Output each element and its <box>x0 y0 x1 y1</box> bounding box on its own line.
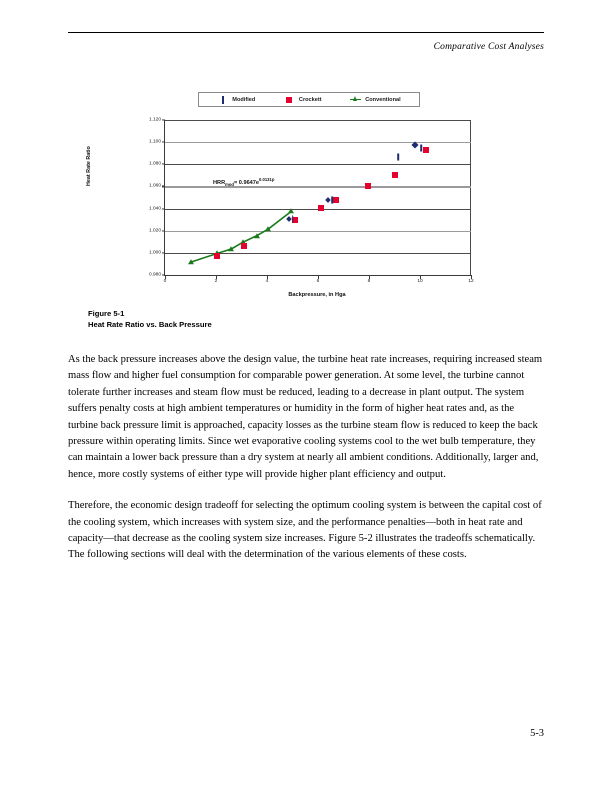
data-point-crockett <box>318 205 324 211</box>
legend-item-crockett <box>284 96 322 104</box>
data-point-modified <box>398 154 400 161</box>
x-tick-label: 2 <box>214 279 218 284</box>
legend-label-crockett: Crockett <box>298 96 322 103</box>
x-tick-mark <box>165 275 166 279</box>
legend-label-modified: Modified <box>232 96 256 103</box>
chart-canvas <box>88 114 488 314</box>
data-point-crockett <box>214 253 220 259</box>
x-tick-label: 12 <box>468 279 474 284</box>
chart-legend <box>198 92 420 107</box>
legend-label-conventional: Conventional <box>365 96 401 103</box>
equation-subscript: mod <box>225 181 234 187</box>
regression-equation-annotation <box>213 177 274 187</box>
running-head-title: Comparative Cost Analyses <box>433 42 544 52</box>
data-point-conventional <box>265 226 271 231</box>
y-tick-label: 1.100 <box>148 139 161 145</box>
y-tick-label: 1.120 <box>148 117 161 123</box>
crockett-marker-icon <box>284 96 295 104</box>
x-tick-label: 8 <box>367 279 371 284</box>
data-point-modified <box>331 197 333 204</box>
data-point-crockett <box>241 243 247 249</box>
x-tick-label: 4 <box>265 279 269 284</box>
conventional-trend-line <box>165 120 471 275</box>
y-tick-label: 1.000 <box>148 250 161 256</box>
figure-caption-title: Heat Rate Ratio vs. Back Pressure <box>88 320 212 329</box>
data-point-conventional <box>188 260 194 265</box>
y-tick-label: 1.080 <box>148 161 161 167</box>
x-tick-mark <box>216 275 217 279</box>
y-tick-label: 1.040 <box>148 206 161 212</box>
body-text <box>68 352 546 579</box>
equation-superscript: 0.0131p <box>259 177 275 182</box>
x-tick-mark <box>267 275 268 279</box>
equation-equals: = 0.9647e <box>233 179 260 186</box>
x-axis-title: Backpressure, in Hga <box>288 292 346 298</box>
y-tick-label: 1.060 <box>148 183 161 189</box>
page-number: 5-3 <box>530 728 544 739</box>
x-tick-mark <box>471 275 472 279</box>
modified-marker-icon <box>217 96 228 104</box>
y-axis-title: Heat Rate Ratio <box>86 146 92 186</box>
y-tick-label: 1.020 <box>148 228 161 234</box>
header-rule <box>68 32 544 33</box>
y-tick-label: 0.980 <box>148 272 161 278</box>
data-point-conventional <box>228 246 234 251</box>
figure-caption <box>88 308 212 330</box>
equation-base: HRR <box>213 179 226 186</box>
body-paragraph: As the back pressure increases above the design value, the turbine heat rate increases, requiring increased steam mass flow and higher fuel consumption for comparable power generation. At some level, the turbine cannot tolerate further increases and steam flow must be reduced, leading to a decrease in plant output. The system suffers penalty costs at high ambient temperatures or humidity in the form of higher heat rates and, as the turbine back pressure limit is approached, capacity losses as the turbine steam flow is reduced to keep the back pressure within operating limits. Since wet evaporative cooling systems cool to the wet bulb temperature, they can maintain a lower back pressure than a dry system at nearly all ambient conditions. Additionally, larger and, hence, more costly systems of either type will provide higher plant efficiency and output. <box>68 354 543 480</box>
data-point-conventional <box>254 233 260 238</box>
x-tick-label: 0 <box>163 279 167 284</box>
plot-area <box>148 117 474 284</box>
x-tick-label: 10 <box>417 279 423 284</box>
legend-item-modified <box>217 96 255 104</box>
data-point-crockett <box>333 197 339 203</box>
x-tick-mark <box>318 275 319 279</box>
data-point-crockett <box>423 147 429 153</box>
legend-item-conventional <box>350 96 400 104</box>
conventional-marker-icon <box>350 96 361 104</box>
data-point-modified <box>420 145 422 152</box>
x-tick-label: 6 <box>316 279 320 284</box>
data-point-conventional <box>288 209 294 214</box>
x-tick-mark <box>420 275 421 279</box>
data-point-modified <box>292 216 294 223</box>
figure-caption-number: Figure 5-1 <box>88 309 125 318</box>
body-paragraph: Therefore, the economic design tradeoff for selecting the optimum cooling system is between the capital cost of the cooling system, which increases with system size, and the performance penalties—both in heat rate and capacity—that decrease as the cooling system size increases. Figure 5-2 illustrates the tradeoffs schematically. The following sections will deal with the determination of the various elements of these costs. <box>68 500 542 561</box>
x-tick-mark <box>369 275 370 279</box>
data-point-crockett <box>365 183 371 189</box>
data-point-crockett <box>392 172 398 178</box>
